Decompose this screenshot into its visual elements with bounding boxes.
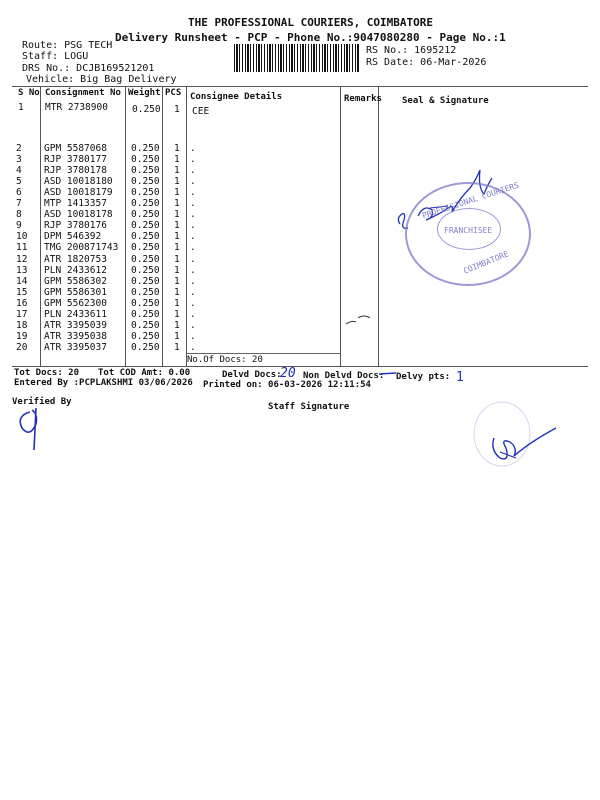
runsheet-subtitle: Delivery Runsheet - PCP - Phone No.:9047080280 - Page No.:1: [115, 31, 506, 44]
rs-date: RS Date: 06-Mar-2026: [366, 57, 487, 68]
row-sno: 8: [16, 209, 22, 221]
row-dot: .: [190, 198, 196, 210]
row-pcs: 1: [174, 253, 180, 265]
row-consignment: ATR 3395039: [44, 319, 107, 331]
row-consignment: ATR 3395038: [44, 330, 107, 342]
row-consignment: MTR 2738900: [45, 102, 108, 113]
row-dot: .: [190, 143, 196, 154]
entered-by: Entered By :PCPLAKSHMI 03/06/2026: [14, 378, 193, 388]
row-pcs: 1: [174, 264, 180, 276]
row-weight: 0.250: [131, 154, 160, 166]
col-header-consignee: Consignee Details: [190, 92, 283, 102]
row-dot: .: [190, 319, 196, 331]
verified-by: Verified By: [12, 397, 72, 407]
row-consignment: GPM 5586302: [44, 275, 107, 287]
row-sno: 12: [16, 253, 28, 265]
vehicle-label: Vehicle: Big Bag Delivery: [26, 74, 177, 85]
company-title: THE PROFESSIONAL COURIERS, COIMBATORE: [188, 16, 434, 29]
row-consignment: RJP 3780176: [44, 220, 107, 232]
row-pcs: 1: [174, 330, 180, 342]
docs-rule: [186, 353, 340, 354]
row-pcs: 1: [174, 165, 180, 177]
row-weight: 0.250: [131, 231, 160, 243]
row-sno: 18: [16, 319, 28, 331]
row-dot: .: [190, 297, 196, 309]
row-consignment: TMG 200871743: [44, 242, 119, 254]
table-bottom-rule: [12, 366, 588, 367]
row-weight: 0.250: [131, 264, 160, 276]
row-dot: .: [190, 275, 196, 287]
table-row: [0, 298, 600, 309]
row-consignment: DPM 546392: [44, 231, 102, 243]
route-label: Route: PSG TECH: [22, 40, 113, 51]
row-pcs: 1: [174, 297, 180, 309]
dash-mark: [378, 370, 398, 378]
table-row: [0, 287, 600, 298]
row-pcs: 1: [174, 187, 180, 199]
staff-signature-label: Staff Signature: [268, 402, 350, 412]
row-dot: .: [190, 264, 196, 276]
table-row: [0, 331, 600, 342]
tot-cod-amt: Tot COD Amt: 0.00: [98, 368, 191, 378]
row-sno: 15: [16, 286, 28, 298]
row-weight: 0.250: [131, 209, 160, 221]
table-row: [0, 102, 600, 117]
row-dot: .: [190, 209, 196, 221]
row-consignment: ASD 10018180: [44, 176, 113, 188]
non-delvd-docs: Non Delvd Docs:: [303, 371, 385, 381]
row-sno: 7: [16, 198, 22, 210]
row-weight: 0.250: [131, 297, 160, 309]
stamp-center-text: FRANCHISEE: [444, 226, 493, 235]
printed-on: Printed on: 06-03-2026 12:11:54: [203, 380, 371, 390]
row-pcs: 1: [174, 143, 180, 154]
no-of-docs: No.Of Docs: 20: [187, 355, 263, 365]
row-weight: 0.250: [131, 176, 160, 188]
row-weight: 0.250: [131, 198, 160, 210]
row-sno: 5: [16, 176, 22, 188]
stamp-bottom-text: COIMBATORE: [462, 249, 511, 276]
row-weight: 0.250: [131, 165, 160, 177]
row-pcs: 1: [174, 308, 180, 320]
row-weight: 0.250: [131, 319, 160, 331]
staff-signature: [470, 398, 570, 478]
handwritten-delvd-count: 20: [280, 366, 296, 381]
delvd-docs: Delvd Docs:: [222, 370, 282, 380]
row-consignee: CEE: [192, 106, 210, 117]
row-weight: 0.250: [131, 187, 160, 199]
row-pcs: 1: [174, 198, 180, 210]
row-consignment: RJP 3780177: [44, 154, 107, 166]
col-header-seal: Seal & Signature: [402, 96, 489, 106]
row-dot: .: [190, 286, 196, 298]
row-pcs: 1: [174, 341, 180, 353]
row-dot: .: [190, 341, 196, 353]
row-pcs: 1: [174, 275, 180, 287]
row-weight: 0.250: [131, 330, 160, 342]
row-dot: .: [190, 308, 196, 320]
table-row: [0, 309, 600, 320]
row-weight: 0.250: [132, 104, 161, 115]
verifier-signature: [8, 394, 58, 454]
remarks-scribble: [344, 312, 374, 328]
row-dot: .: [190, 253, 196, 265]
col-header-remarks: Remarks: [344, 94, 382, 104]
row-consignment: MTP 1413357: [44, 198, 107, 210]
drs-number: DRS No.: DCJB169521201: [22, 63, 155, 74]
row-consignment: ASD 10018178: [44, 209, 113, 221]
row-sno: 20: [16, 341, 28, 353]
row-pcs: 1: [174, 154, 180, 166]
row-sno: 16: [16, 297, 28, 309]
table-row: [0, 276, 600, 287]
row-sno: 3: [16, 154, 22, 166]
row-dot: .: [190, 231, 196, 243]
row-consignment: PLN 2433612: [44, 264, 107, 276]
row-pcs: 1: [174, 209, 180, 221]
row-consignment: PLN 2433611: [44, 308, 107, 320]
row-sno: 2: [16, 143, 22, 154]
row-weight: 0.250: [131, 242, 160, 254]
row-dot: .: [190, 242, 196, 254]
row-sno: 10: [16, 231, 28, 243]
row-pcs: 1: [174, 286, 180, 298]
row-weight: 0.250: [131, 286, 160, 298]
row-weight: 0.250: [131, 341, 160, 353]
rs-number: RS No.: 1695212: [366, 45, 457, 56]
row-sno: 9: [16, 220, 22, 232]
row-consignment: ASD 10018179: [44, 187, 113, 199]
row-dot: .: [190, 187, 196, 199]
row-weight: 0.250: [131, 308, 160, 320]
row-dot: .: [190, 330, 196, 342]
row-dot: .: [190, 220, 196, 232]
staff-label: Staff: LOGU: [22, 51, 89, 62]
row-weight: 0.250: [131, 143, 160, 154]
row-sno: 6: [16, 187, 22, 199]
stamp-top-text: PROFESSIONAL COURIERS: [421, 180, 521, 221]
tot-docs: Tot Docs: 20: [14, 368, 80, 378]
row-dot: .: [190, 154, 196, 166]
row-sno: 19: [16, 330, 28, 342]
delvy-pts: Delvy pts:: [396, 372, 451, 382]
col-header-consignment: Consignment No: [45, 88, 121, 98]
row-weight: 0.250: [131, 220, 160, 232]
barcode: [234, 44, 360, 72]
table-row: [0, 320, 600, 331]
row-sno: 14: [16, 275, 28, 287]
handwritten-delvy-pts: 1: [456, 370, 464, 385]
row-dot: .: [190, 165, 196, 177]
row-sno: 11: [16, 242, 28, 254]
table-top-rule: [12, 86, 588, 87]
row-sno: 13: [16, 264, 28, 276]
table-row: [0, 342, 600, 353]
row-pcs: 1: [174, 104, 180, 115]
row-consignment: ATR 1820753: [44, 253, 107, 265]
col-header-pcs: PCS: [165, 88, 182, 98]
row-pcs: 1: [174, 220, 180, 232]
row-weight: 0.250: [131, 253, 160, 265]
row-pcs: 1: [174, 231, 180, 243]
row-sno: 1: [18, 102, 24, 113]
row-sno: 4: [16, 165, 22, 177]
row-pcs: 1: [174, 176, 180, 188]
col-header-weight: Weight: [128, 88, 161, 98]
row-pcs: 1: [174, 319, 180, 331]
row-dot: .: [190, 176, 196, 188]
row-consignment: GPM 5562300: [44, 297, 107, 309]
row-pcs: 1: [174, 242, 180, 254]
row-consignment: GPM 5586301: [44, 286, 107, 298]
row-consignment: GPM 5587068: [44, 143, 107, 154]
row-consignment: RJP 3780178: [44, 165, 107, 177]
row-weight: 0.250: [131, 275, 160, 287]
row-sno: 17: [16, 308, 28, 320]
table-row: [0, 143, 600, 154]
col-header-sno: S No: [18, 88, 40, 98]
row-consignment: ATR 3395037: [44, 341, 107, 353]
